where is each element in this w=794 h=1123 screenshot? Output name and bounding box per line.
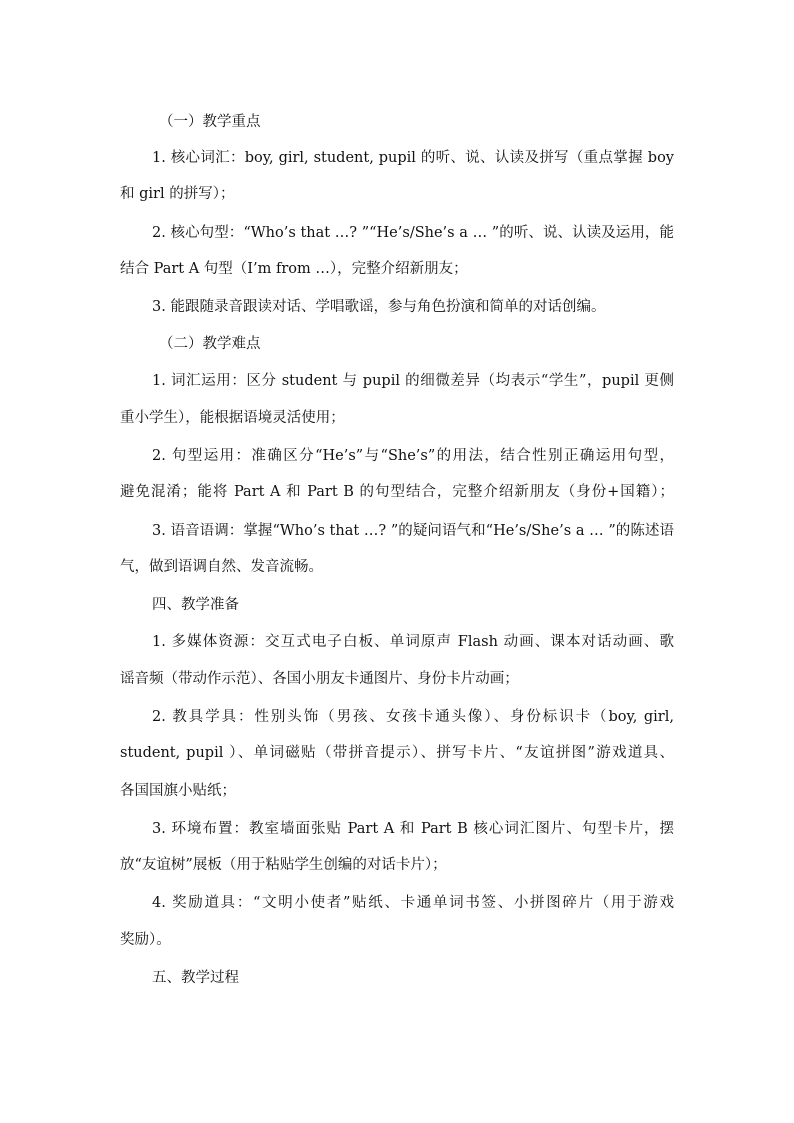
section-heading-difficulties: （二）教学难点	[159, 336, 261, 352]
preparation-4-line-1: 4. 奖励道具：“文明小使者”贴纸、卡通单词书签、小拼图碎片（用于游戏	[152, 895, 674, 911]
section-heading-preparation: 四、教学准备	[152, 597, 239, 613]
preparation-2-line-3: 各国国旗小贴纸；	[120, 783, 236, 799]
section-heading-process: 五、教学过程	[152, 970, 239, 986]
difficulty-1-line-2: 重小学生），能根据语境灵活使用；	[120, 410, 345, 426]
preparation-3-line-2: 放“友谊树”展板（用于粘贴学生创编的对话卡片）；	[120, 857, 447, 873]
preparation-1-line-1: 1. 多媒体资源：交互式电子白板、单词原声 Flash 动画、课本对话动画、歌	[152, 634, 674, 650]
difficulty-2-line-2: 避免混淆；能将 Part A 和 Part B 的句型结合，完整介绍新朋友（身份+国籍）；	[120, 484, 674, 500]
difficulty-3-line-2: 气，做到语调自然、发音流畅。	[120, 559, 323, 575]
preparation-2-line-1: 2. 教具学具：性别头饰（男孩、女孩卡通头像）、身份标识卡（boy, girl,	[152, 709, 674, 725]
key-point-2-line-2: 结合 Part A 句型（I’m from …），完整介绍新朋友；	[120, 261, 468, 277]
key-point-1-line-2: 和 girl 的拼写）；	[120, 186, 235, 202]
difficulty-1-line-1: 1. 词汇运用：区分 student 与 pupil 的细微差异（均表示“学生”，pupil 更侧	[152, 373, 674, 389]
preparation-3-line-1: 3. 环境布置：教室墙面张贴 Part A 和 Part B 核心词汇图片、句型卡片，摆	[152, 821, 674, 837]
key-point-2-line-1: 2. 核心句型：“Who’s that …? ”“He’s/She’s a … ”的听、说、认读及运用，能	[152, 225, 674, 241]
section-heading-key-points: （一）教学重点	[159, 114, 261, 130]
key-point-3-line-1: 3. 能跟随录音跟读对话、学唱歌谣，参与角色扮演和简单的对话创编。	[152, 299, 606, 315]
difficulty-3-line-1: 3. 语音语调：掌握“Who’s that …? ”的疑问语气和“He’s/She’s a … ”的陈述语	[152, 523, 674, 539]
preparation-2-line-2: student, pupil ）、单词磁贴（带拼音提示）、拼写卡片、“友谊拼图”游戏道具、	[120, 745, 674, 761]
difficulty-2-line-1: 2. 句型运用：准确区分“He’s”与“She’s”的用法，结合性别正确运用句型，	[152, 448, 674, 464]
preparation-4-line-2: 奖励）。	[120, 932, 171, 948]
key-point-1-line-1: 1. 核心词汇：boy, girl, student, pupil 的听、说、认读及拼写（重点掌握 boy	[152, 150, 674, 166]
preparation-1-line-2: 谣音频（带动作示范）、各国小朋友卡通图片、身份卡片动画；	[120, 671, 519, 687]
